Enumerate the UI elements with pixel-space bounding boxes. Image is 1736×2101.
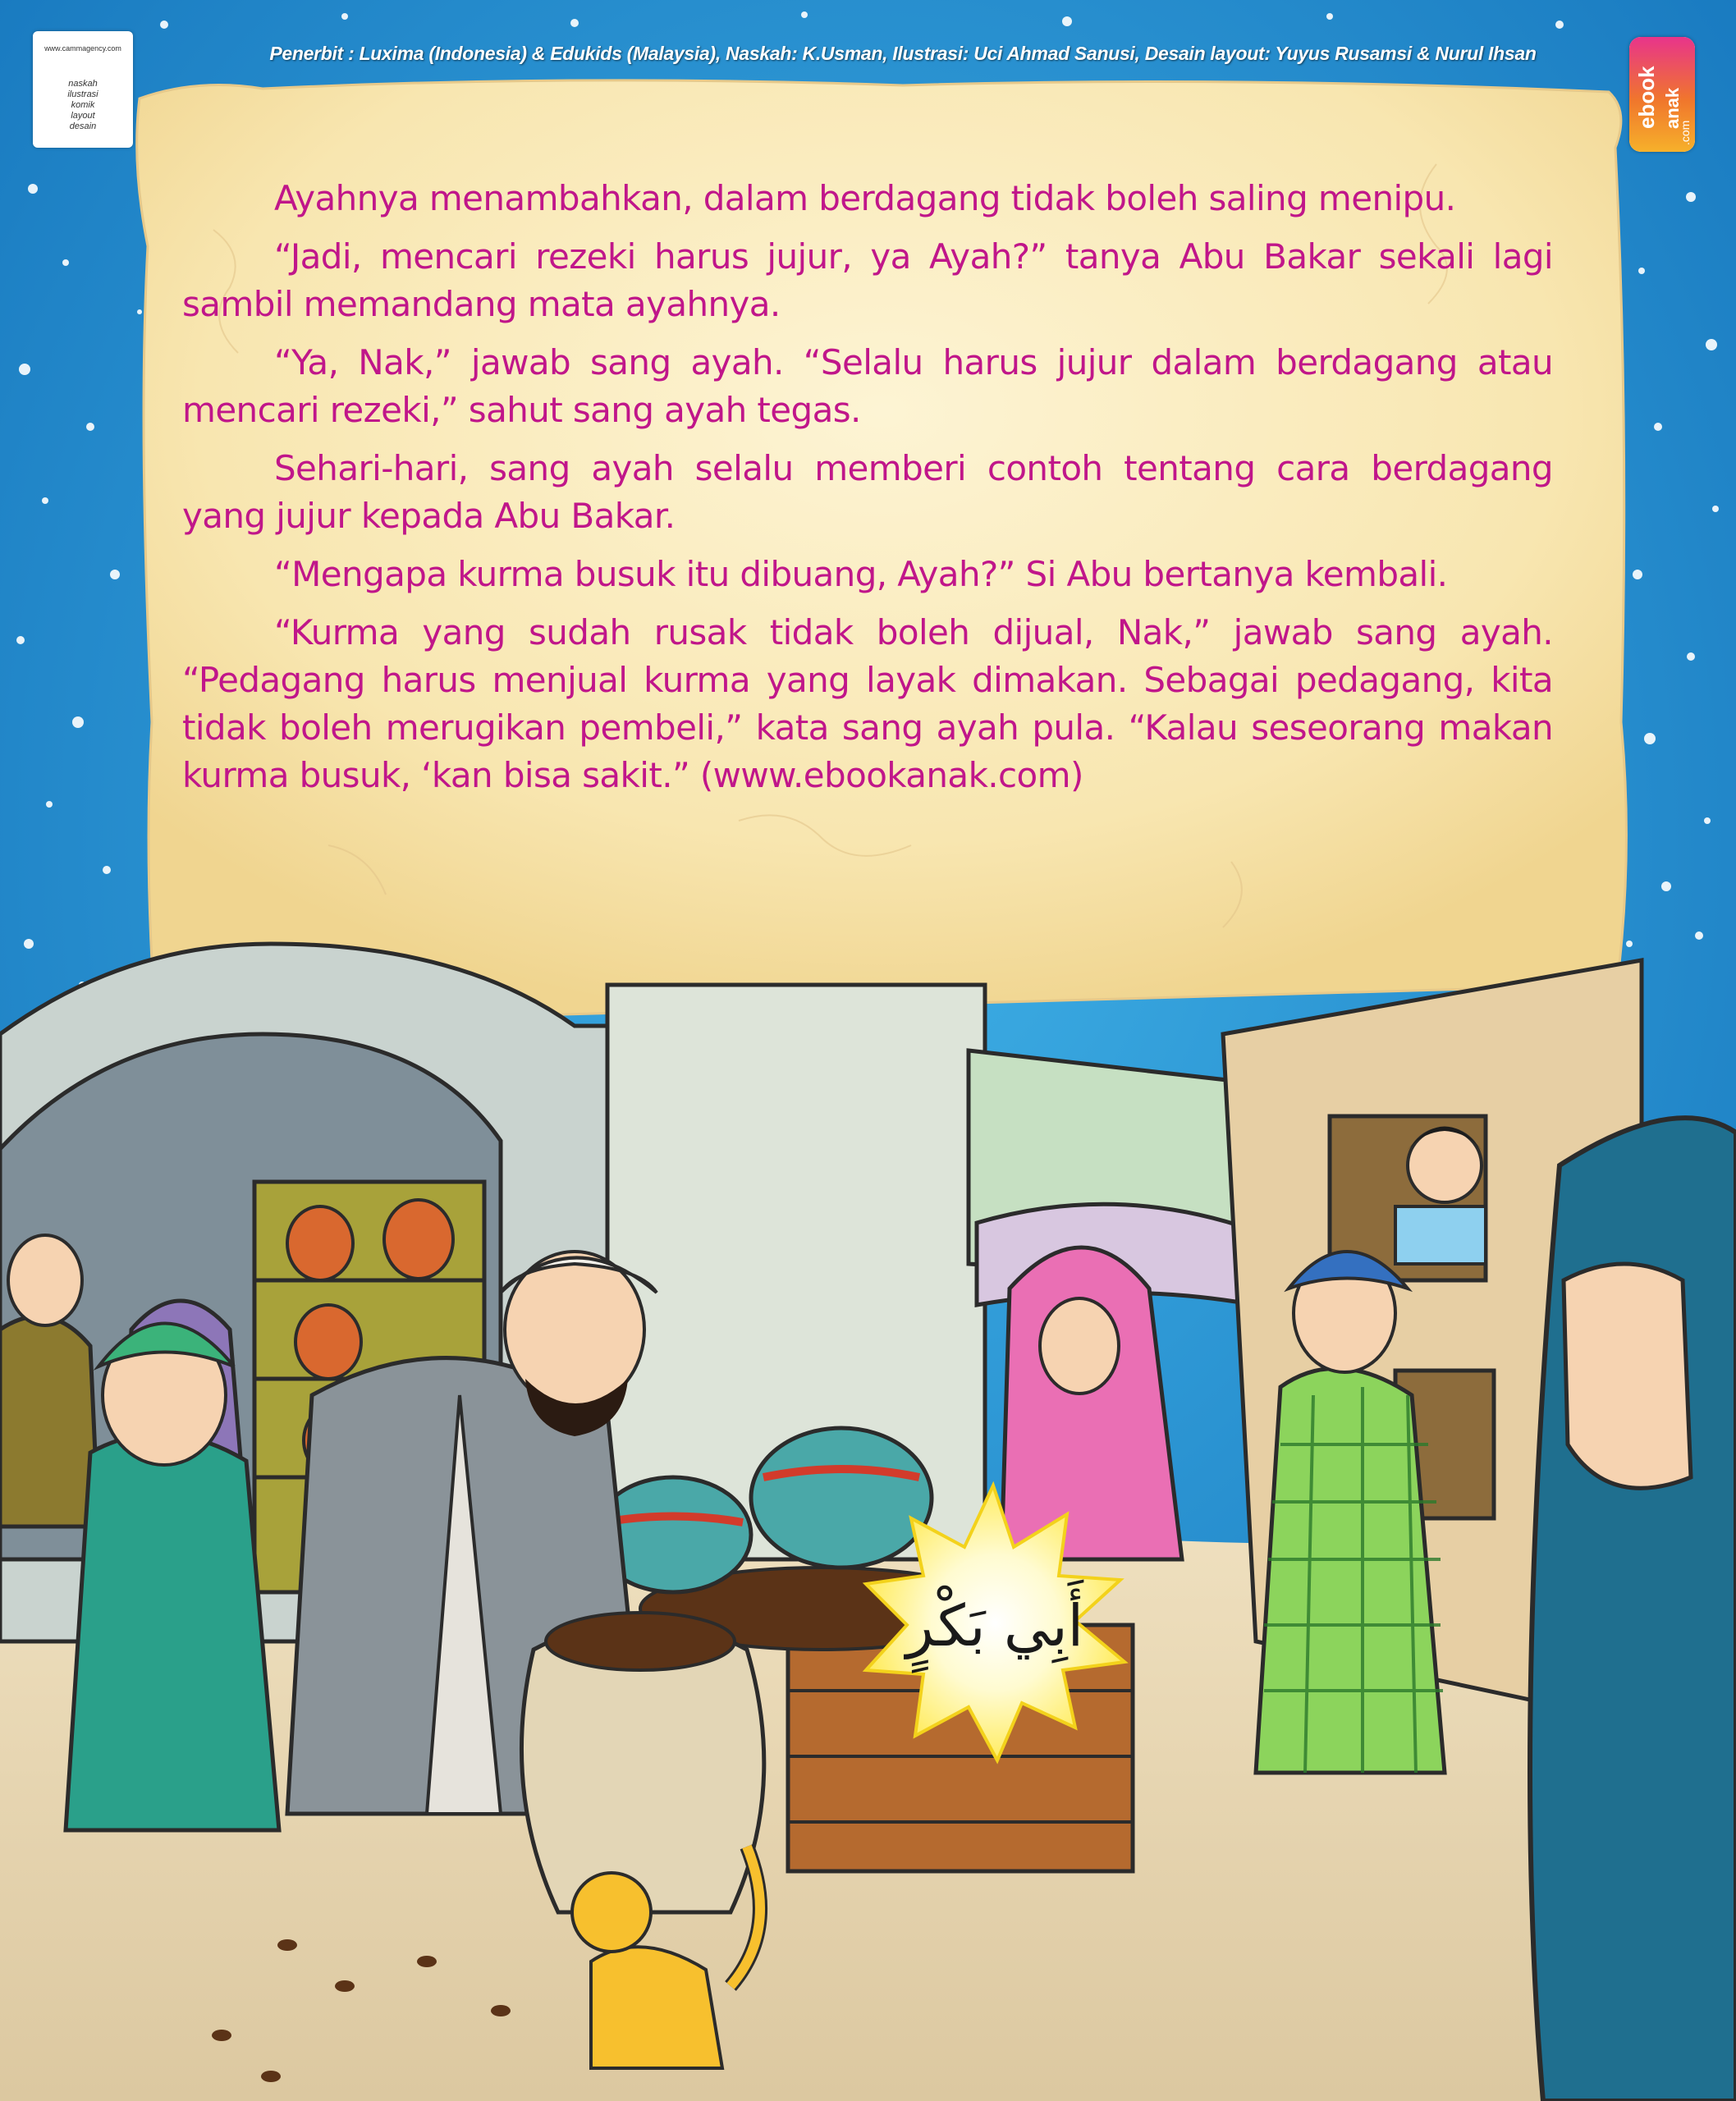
logo-word: layout [71, 111, 95, 121]
story-paragraph: “Jadi, mencari rezeki harus jujur, ya Ayah?” tanya Abu Bakar sekali lagi sambil memandang mata ayahnya. [182, 236, 1553, 324]
story-paragraph: “Mengapa kurma busuk itu dibuang, Ayah?” Si Abu bertanya kembali. [274, 554, 1448, 594]
story-paragraph: “Kurma yang sudah rusak tidak boleh dijual, Nak,” jawab sang ayah. “Pedagang harus menjual kurma yang layak dimakan. Sebagai pedagang, kita tidak boleh merugikan pembeli,” kata sang ayah pula. “Kalau seseorang makan kurma busuk, ‘kan bisa sakit.” (www.ebookanak.com) [182, 612, 1553, 795]
logo-word-com: .com [1679, 120, 1692, 145]
story-paragraph: “Ya, Nak,” jawab sang ayah. “Selalu harus jujur dalam berdagang atau mencari rezeki,” sahut sang ayah tegas. [182, 342, 1553, 430]
ebookanak-logo [1629, 37, 1695, 152]
logo-word: naskah [68, 79, 98, 89]
logo-word-anak: anak [1662, 87, 1683, 129]
boy-green-robe [1256, 1368, 1445, 1773]
abu-bakar-boy [66, 1434, 279, 1830]
logo-word: komik [71, 100, 95, 110]
publisher-logo-words [33, 79, 133, 132]
logo-word: ilustrasi [67, 89, 98, 99]
story-text [182, 175, 1553, 810]
story-paragraph: Sehari-hari, sang ayah selalu memberi contoh tentang cara berdagang yang jujur kepada Abu Bakar. [182, 448, 1553, 536]
arabic-name-text: أَبِي بَكْرٍ [905, 1592, 1084, 1659]
villager-red-turban [0, 1316, 98, 1527]
market-scene [0, 944, 1736, 2101]
logo-word-ebook: ebook [1634, 66, 1659, 129]
publisher-logo [33, 31, 133, 148]
logo-word: desain [69, 121, 97, 131]
publisher-logo-url: www.cammagency.com [44, 44, 121, 53]
credits-line: Penerbit : Luxima (Indonesia) & Edukids (Malaysia), Naskah: K.Usman, Ilustrasi: Uci Ahmad Sanusi, Desain layout: Yuyus Rusamsi & Nurul Ihsan [269, 43, 1537, 64]
story-paragraph: Ayahnya menambahkan, dalam berdagang tidak boleh saling menipu. [274, 178, 1456, 218]
